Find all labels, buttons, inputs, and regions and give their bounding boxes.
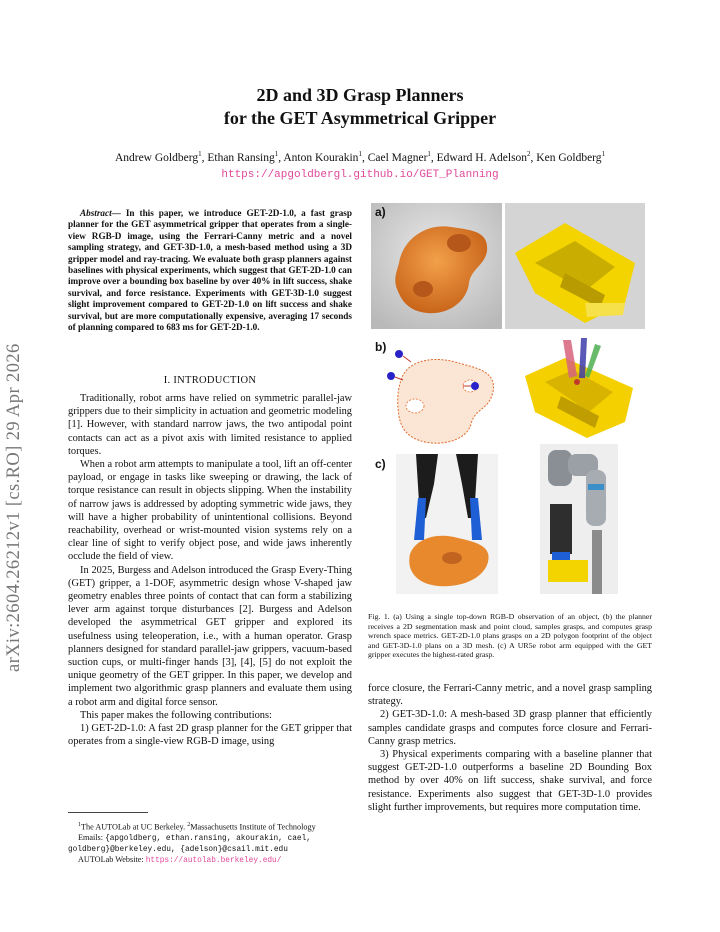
author: Edward H. Adelson xyxy=(436,151,528,164)
author-list: Andrew Goldberg$^1$, Ethan Ransing$^1$, Anton Kourakin$^1$, Cael Magner$^1$, Edward H. Adelson$^2$, Ken Goldberg$^1$ xyxy=(114,150,606,164)
footnote-emails-label: Emails: xyxy=(78,832,104,842)
figure-caption: Fig. 1. (a) Using a single top-down RGB-D observation of an object, (b) the planner receives a 2D segmentation mask and point cloud, samples grasps, and computes grasp wrench space metrics. GET-2D-1.0 plans grasps on a 2D polygon footprint of the object and GET-3D-1.0 plans on a 3D mesh. (c) A UR5e robot arm equipped with the GET gripper executes the highest-rated grasp. xyxy=(368,612,652,660)
paragraph: When a robot arm attempts to manipulate a tool, lift an off-center payload, or engage in tasks like sweeping or drawing, the lack of torque resistance can result in objects slipping. When the instability of narrow jaws is addressed by adopting symmetric wide jaws, they will have a higher probability of unintentional collisions. Beyond reachability, overhead or wrist-mounted vision systems rely on a clear line of sight to verify object pose, and wide jaws inherently occlude the field of view. xyxy=(68,459,352,563)
author: Ethan Ransing xyxy=(207,151,275,164)
paragraph: force closure, the Ferrari-Canny metric, and a novel grasp sampling strategy. xyxy=(368,683,652,708)
author: Andrew Goldberg xyxy=(114,151,199,164)
author: Anton Kourakin xyxy=(283,151,359,164)
abstract-lead: Abstract xyxy=(80,208,112,218)
yellow-gripper-image xyxy=(505,203,645,329)
footnote-emails: {apgoldberg, ethan.ransing, akourakin, cael, goldberg}@berkeley.edu, {adelson}@csail.mit.edu xyxy=(68,834,311,854)
paper-title-line-1: 2D and 3D Grasp Planners xyxy=(256,85,464,105)
paragraph: Traditionally, robot arms have relied on symmetric parallel-jaw grippers due to their simplicity in actuation and geometric modeling [1]. However, with standard narrow jaws, the two antipodal point contacts can act as a pivot axis with limited resistance to applied torques. xyxy=(68,393,352,457)
paragraph: 1) GET-2D-1.0: A fast 2D grasp planner for the GET gripper that operates from a single-view RGB-D image, using xyxy=(68,723,352,748)
figure-label-b: b) xyxy=(375,340,387,354)
paragraph: 2) GET-3D-1.0: A mesh-based 3D grasp planner that efficiently samples candidate grasps and computes force closure and Ferrari-Canny grasp metrics. xyxy=(368,709,652,747)
footnote-affiliations: $^1$The AUTOLab at UC Berkeley. $^2$Massachusetts Institute of Technology xyxy=(78,822,316,832)
right-column-body xyxy=(368,682,652,814)
abstract-body: — In this paper, we introduce GET-2D-1.0, a fast grasp planner for the GET asymmetrical gripper that operates from a single-view RGB-D image, using the Ferrari-Canny metric and a novel sampling strategy, and GET-3D-1.0, a mesh-based method using a 3D gripper model and ray-tracing. We evaluate both grasp planners against baselines with physical experiments, which suggest that GET-2D-1.0 can improve over a bounding box baseline by over 40% in lift success, shake survival, and force resistance. Experiments with GET-3D-1.0 suggest slight improvement compared to GET-2D-1.0 on lift success and shake survival, but are more computationally expensive, averaging 17 seconds of planning compared to 683 ms for GET-2D-1.0. xyxy=(68,208,352,333)
paragraph: This paper makes the following contributions: xyxy=(80,709,272,721)
figure-label-c: c) xyxy=(375,457,386,471)
footnote-rule xyxy=(68,812,148,813)
author: Ken Goldberg xyxy=(536,151,602,164)
arxiv-identifier: arXiv:2604.26212v1 [cs.RO] 29 Apr 2026 xyxy=(4,343,24,672)
figure-label-a: a) xyxy=(375,205,386,219)
footnote xyxy=(68,820,352,866)
author: Cael Magner xyxy=(367,151,428,164)
paragraph: 3) Physical experiments comparing with a baseline planner that suggest GET-2D-1.0 outperforms a baseline 2D Bounding Box method by over 40% on lift success, shake survival, and force resistance. Experiments also suggest that GET-3D-1.0 provides slight further improvements, but requires more computation time. xyxy=(368,749,652,813)
figure-panel-c-grasp-photo xyxy=(396,454,498,594)
orange-object-image xyxy=(371,203,502,329)
figure-panel-b-mask xyxy=(371,336,502,448)
left-column-body xyxy=(68,392,352,748)
figure-panel-b-mesh xyxy=(505,336,645,448)
footnote-website-label: AUTOLab Website: xyxy=(78,854,144,864)
figure-panel-c-robot-photo xyxy=(540,444,618,594)
footnote-website-link[interactable]: https://autolab.berkeley.edu/ xyxy=(145,856,282,865)
paper-title-line-2: for the GET Asymmetrical Gripper xyxy=(223,108,497,128)
figure-panel-a-gripper-photo xyxy=(505,203,645,329)
gripper-mesh-image xyxy=(505,336,645,448)
abstract xyxy=(68,208,352,333)
project-url-link[interactable]: https://apgoldbergl.github.io/GET_Planning xyxy=(221,169,499,181)
grasp-execution-image xyxy=(396,454,498,594)
robot-arm-image xyxy=(540,444,618,594)
section-heading-introduction: I. INTRODUCTION xyxy=(163,375,257,386)
segmentation-mask-image xyxy=(371,336,502,448)
figure-panel-a-object-photo xyxy=(371,203,502,329)
paragraph: In 2025, Burgess and Adelson introduced the Grasp Every-Thing (GET) gripper, a 1-DOF, asymmetric design whose V-shaped jaw geometry enables three points of contact that can form a stabilizing lever arm against torque disturbances [2]. Burgess and Adelson developed the asymmetrical GET gripper and explored its usefulness using teleoperation, i.e., with a human operator. Grasp planners designed for standard parallel-jaw grippers, vacuum-based suction cups, or multi-finger hands [3], [4], [5] do not exploit the unique geometry of the GET gripper. In this paper, we develop and implement two algorithmic grasp planners and evaluate them using a robot arm and digital force sensor. xyxy=(68,564,352,708)
